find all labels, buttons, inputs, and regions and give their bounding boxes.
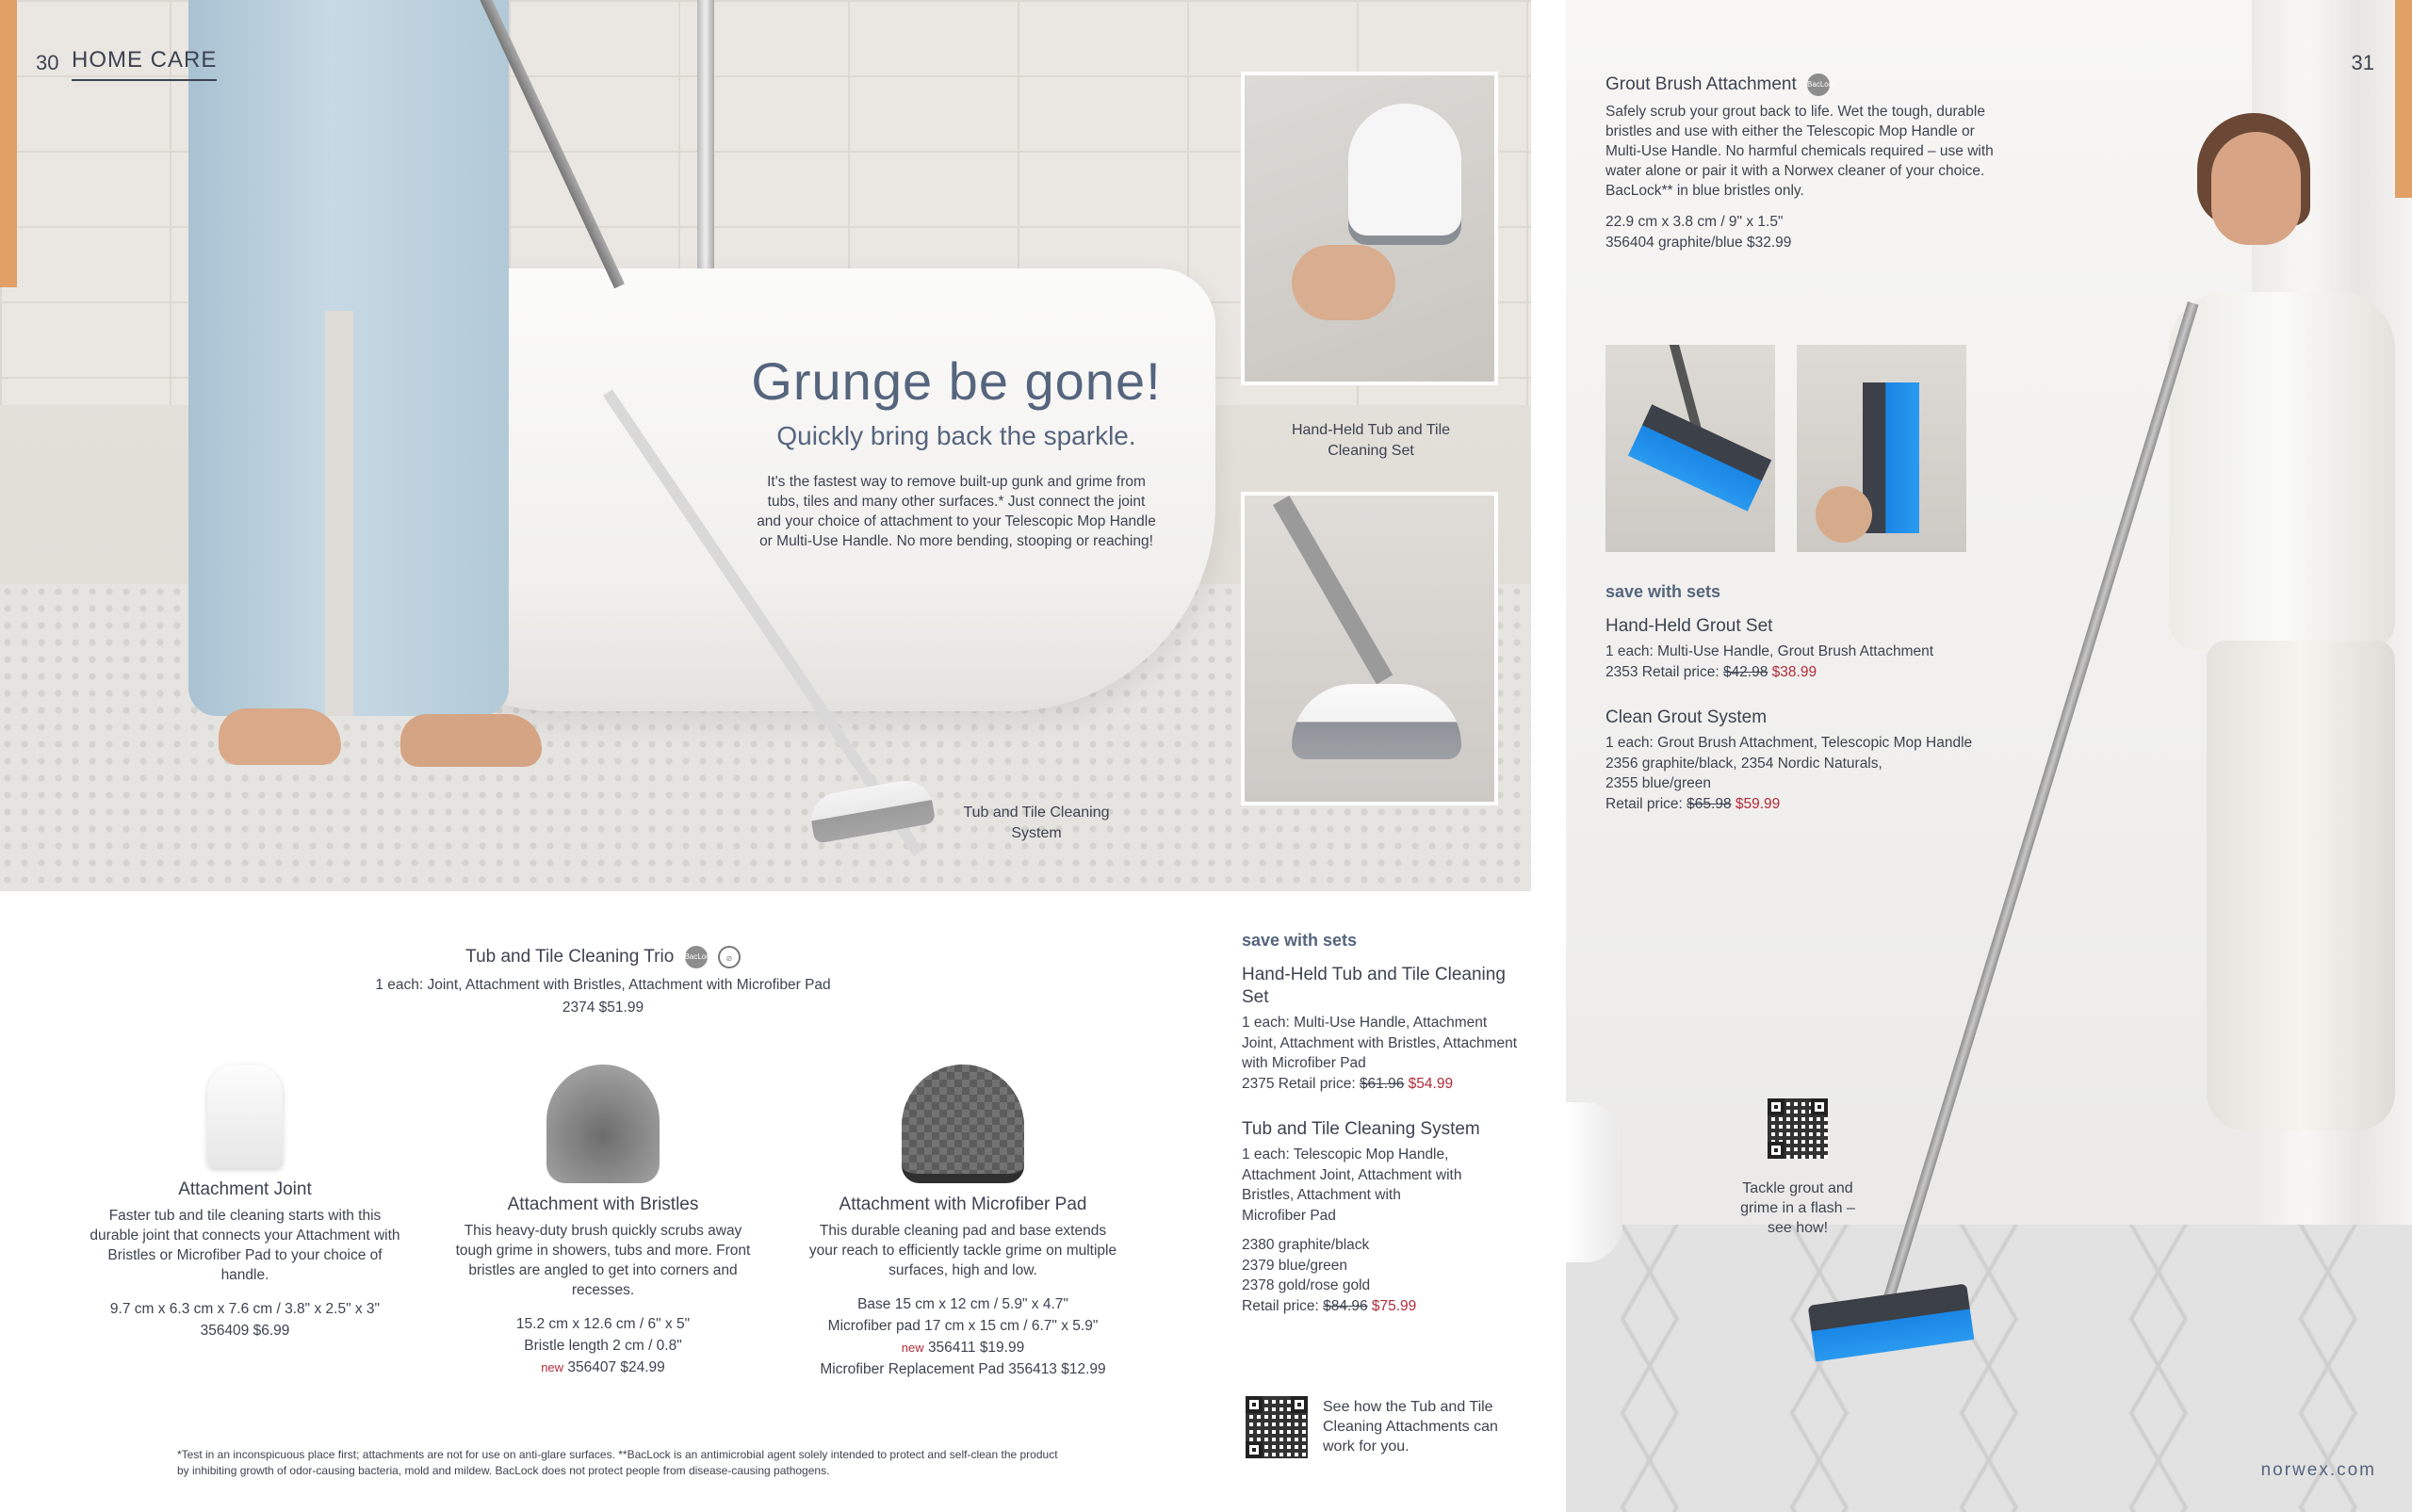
- sale-price: $54.99: [1408, 1075, 1454, 1092]
- product-description: This heavy-duty brush quickly scrubs away tough grime in showers, tubs and more. Front bristles are angled to get into corners and recesses.: [455, 1223, 751, 1298]
- leg-gap: [325, 311, 353, 716]
- attachment-bristles-image: [546, 1065, 660, 1183]
- save-with-sets-left: [1242, 931, 1524, 1316]
- set-contents: 1 each: Telescopic Mop Handle, Attachment Joint, Attachment with Bristles, Attachment with Microfiber Pad: [1242, 1146, 1462, 1224]
- caption-tub-system: Tub and Tile Cleaning System: [963, 805, 1110, 841]
- product-attachment-joint: [90, 1065, 400, 1341]
- toilet: [1566, 1102, 1622, 1262]
- trio-block: [311, 946, 895, 1019]
- product-attachment-bristles: [448, 1065, 758, 1378]
- hero-text-block: [744, 350, 1168, 551]
- old-price: $61.96: [1359, 1075, 1405, 1092]
- attachment-joint-image: [207, 1065, 283, 1168]
- set-contents: 1 each: Grout Brush Attachment, Telescopic Mop Handle: [1605, 735, 1973, 751]
- grout-brush-block: [1605, 73, 2001, 253]
- hand: [1816, 486, 1872, 543]
- trio-contents: 1 each: Joint, Attachment with Bristles, Attachment with Microfiber Pad: [375, 977, 831, 993]
- accent-bar-left: [0, 0, 17, 287]
- brush-head: [1628, 404, 1771, 512]
- product-description: Faster tub and tile cleaning starts with this durable joint that connects your Attachment with Bristles or Microfiber Pad to your choice of handle.: [90, 1208, 400, 1283]
- grout-specs: 22.9 cm x 3.8 cm / 9" x 1.5" 356404 graphite/blue $32.99: [1605, 214, 1792, 251]
- woman-figure: [2037, 75, 2320, 1112]
- faucet: [697, 0, 714, 283]
- baclock-badge-icon: BacLock: [685, 946, 708, 968]
- product-title: Attachment Joint: [178, 1179, 312, 1199]
- save-with-sets-right: [1605, 582, 2020, 814]
- pad-image: [1348, 104, 1461, 245]
- set-title: Hand-Held Tub and Tile Cleaning Set: [1242, 965, 1506, 1007]
- new-badge: new: [541, 1360, 564, 1374]
- legs: [2207, 641, 2395, 1130]
- sale-price: $38.99: [1771, 663, 1817, 680]
- qr-code-icon[interactable]: [1768, 1098, 1828, 1159]
- grout-title: Grout Brush Attachment BacLock: [1605, 74, 1836, 95]
- set-variants: 2380 graphite/black 2379 blue/green 2378 gold/rose gold Retail price: $84.96 $75.99: [1242, 1237, 1417, 1314]
- set-variants: 2356 graphite/black, 2354 Nordic Naturals, 2355 blue/green Retail price: $65.98 $59.99: [1605, 755, 1882, 812]
- foot-right: [400, 714, 542, 767]
- set-title: Clean Grout System: [1605, 707, 1768, 727]
- page-gutter: [1531, 0, 1566, 1512]
- hero-subheadline: Quickly bring back the sparkle.: [776, 421, 1136, 450]
- sets-heading: save with sets: [1605, 582, 1721, 601]
- section-title[interactable]: HOME CARE: [72, 47, 217, 81]
- head: [2211, 132, 2301, 245]
- old-price: $65.98: [1687, 795, 1732, 812]
- caption-handheld-set: Hand-Held Tub and Tile Cleaning Set: [1291, 422, 1451, 459]
- sale-price: $75.99: [1371, 1297, 1417, 1314]
- sale-price: $59.99: [1735, 795, 1781, 812]
- antimicrobial-icon: ⊘: [718, 946, 741, 968]
- page-number-left: 30: [36, 51, 59, 74]
- grout-brush-photo-2: [1797, 345, 1966, 552]
- site-url[interactable]: norwex.com: [2260, 1460, 2376, 1480]
- trio-title: Tub and Tile Cleaning Trio BacLock ⊘: [311, 946, 895, 968]
- set-price: 2353 Retail price: $42.98 $38.99: [1605, 663, 1817, 680]
- grout-brush-photo-1: [1605, 345, 1775, 552]
- product-specs: 15.2 cm x 12.6 cm / 6" x 5" Bristle length 2 cm / 0.8" new 356407 $24.99: [515, 1316, 691, 1375]
- product-specs: 9.7 cm x 6.3 cm x 7.6 cm / 3.8" x 2.5" x 3" 356409 $6.99: [109, 1301, 381, 1339]
- product-specs: Base 15 cm x 12 cm / 5.9" x 4.7" Microfiber pad 17 cm x 15 cm / 6.7" x 5.9" new 356411 $19.99 Microfiber Replacement Pad 356413 $12.99: [820, 1296, 1106, 1377]
- brush-handle: [1273, 496, 1393, 685]
- brush-image: [1292, 684, 1461, 759]
- set-contents: 1 each: Multi-Use Handle, Grout Brush Attachment: [1605, 643, 1934, 659]
- trio-sku-price: 2374 $51.99: [562, 1000, 644, 1016]
- product-title: Attachment with Bristles: [507, 1195, 699, 1214]
- grout-description: Safely scrub your grout back to life. Wet the tough, durable bristles and use with either the Telescopic Mop Handle or Multi-Use Handle. No harmful chemicals required – use with water alone or pair it with a Norwex cleaner of your choice. BacLock** in blue bristles only.: [1605, 104, 1994, 199]
- hero-body: It's the fastest way to remove built-up gunk and grime from tubs, tiles and many other surfaces.* Just connect the joint and your choice of attachment to your Telescopic Mop Handle or Multi-Use Handle. No more bending, stooping or reaching!: [757, 474, 1156, 549]
- page-number-right: 31: [2351, 51, 2374, 74]
- old-price: $84.96: [1323, 1297, 1368, 1314]
- sets-heading: save with sets: [1242, 931, 1358, 950]
- torso: [2169, 292, 2395, 650]
- qr-caption-left: See how the Tub and Tile Cleaning Attachments can work for you.: [1323, 1399, 1498, 1455]
- product-title: Attachment with Microfiber Pad: [839, 1195, 1087, 1214]
- hand-image: [1292, 245, 1395, 320]
- qr-caption-right: Tackle grout and grime in a flash – see how!: [1740, 1180, 1855, 1236]
- hero-headline: Grunge be gone!: [751, 351, 1162, 411]
- set-title: Tub and Tile Cleaning System: [1242, 1119, 1480, 1139]
- accent-bar-right: [2395, 0, 2412, 198]
- foot-left: [219, 708, 341, 765]
- old-price: $42.98: [1722, 663, 1768, 680]
- baclock-badge-icon: BacLock: [1807, 73, 1830, 96]
- right-page: [1566, 0, 2412, 1512]
- attachment-microfiber-image: [902, 1065, 1024, 1183]
- set-price: 2375 Retail price: $61.96 $54.99: [1242, 1075, 1454, 1092]
- set-title: Hand-Held Grout Set: [1605, 616, 1773, 636]
- product-description: This durable cleaning pad and base extends your reach to efficiently tackle grime on multiple surfaces, high and low.: [808, 1223, 1117, 1278]
- footnote: *Test in an inconspicuous place first; attachments are not for use on anti-glare surfaces. **BacLock is an antimicrobial agent solely intended to protect and self-clean the product by inhibiting growth of odor-causing bacteria, mold and mildew. BacLock does not protect people from disease-causing pathogens.: [177, 1448, 1058, 1477]
- product-attachment-microfiber: [807, 1065, 1118, 1380]
- set-contents: 1 each: Multi-Use Handle, Attachment Joint, Attachment with Bristles, Attachment with Microfiber Pad: [1242, 1015, 1518, 1071]
- new-badge: new: [901, 1341, 924, 1355]
- photo-handheld-pad: [1241, 72, 1498, 385]
- photo-handheld-brush: [1241, 492, 1498, 805]
- qr-code-icon[interactable]: [1246, 1396, 1308, 1458]
